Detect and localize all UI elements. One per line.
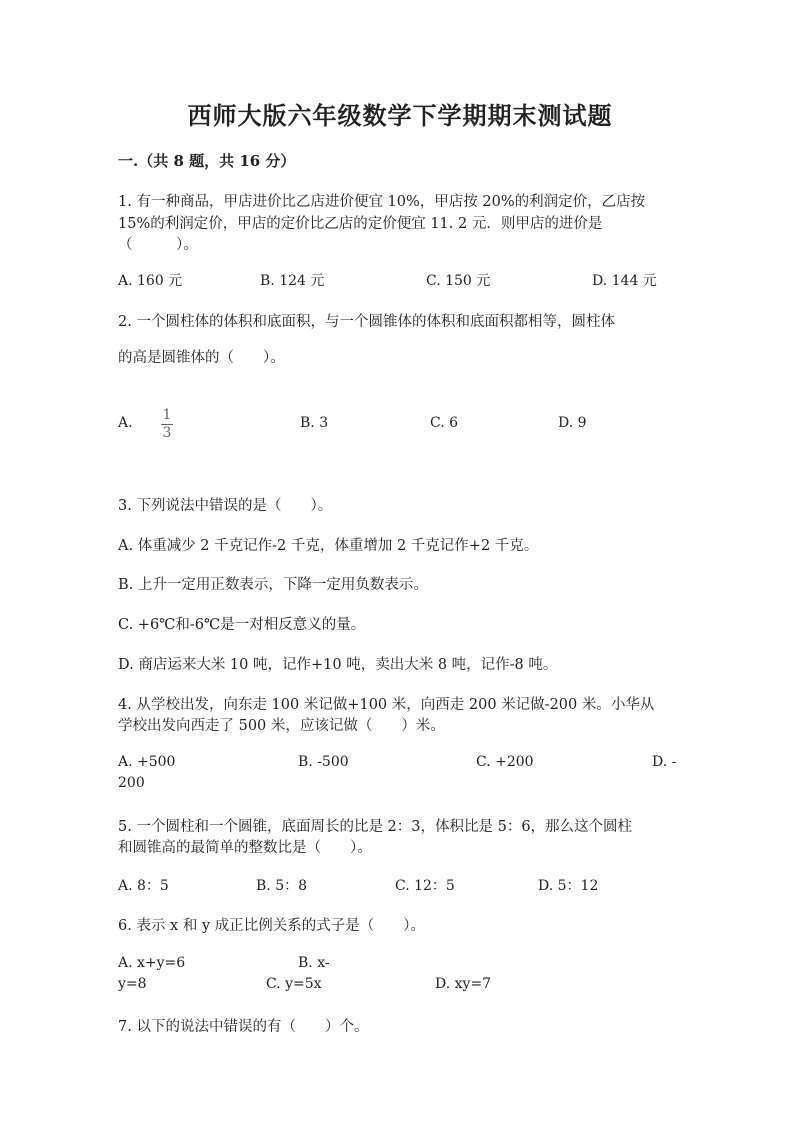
q1-option-c: C. 150 元 xyxy=(426,273,491,289)
q4-option-a: A. +500 xyxy=(118,754,176,770)
q2-option-b: B. 3 xyxy=(300,415,329,431)
q6-text-line-1: 6. 表示 x 和 y 成正比例关系的式子是（ ）。 xyxy=(118,918,425,934)
q6-option-b: B. x- xyxy=(298,955,330,971)
q2-option-c: C. 6 xyxy=(430,415,459,431)
page-title: 西师大版六年级数学下学期期末测试题 xyxy=(187,101,613,130)
q4-text-line-2: 学校出发向西走了 500 米，应该记做（ ）米。 xyxy=(118,718,445,734)
q6-option-d: D. xy=7 xyxy=(435,976,492,992)
q3-option-d: D. 商店运来大米 10 吨，记作+10 吨，卖出大米 8 吨，记作-8 吨。 xyxy=(118,657,558,673)
q4-text-line-1: 4. 从学校出发，向东走 100 米记做+100 米，向西走 200 米记做-200 米。小华从 xyxy=(118,697,655,713)
q6-option-c: C. y=5x xyxy=(266,976,322,992)
q5-option-c: C. 12：5 xyxy=(395,878,455,894)
q4-option-b: B. -500 xyxy=(298,754,349,770)
q1-option-d: D. 144 元 xyxy=(592,273,657,289)
q1-text-line-2: 15%的利润定价，甲店的定价比乙店的定价便宜 11. 2 元．则甲店的进价是 xyxy=(118,216,603,232)
q3-text-line-1: 3. 下列说法中错误的是（ ）。 xyxy=(118,498,333,514)
q2-text-line-2: 的高是圆锥体的（ ）。 xyxy=(118,350,285,366)
q1-option-a: A. 160 元 xyxy=(118,273,183,289)
q2-option-a-label: A. xyxy=(118,415,133,431)
q5-option-d: D. 5：12 xyxy=(538,878,599,894)
q5-option-b: B. 5：8 xyxy=(256,878,308,894)
fraction-denominator: 3 xyxy=(162,425,172,441)
q6-option-b-continued: y=8 xyxy=(118,976,147,992)
q5-text-line-2: 和圆锥高的最简单的整数比是（ ）。 xyxy=(118,840,372,856)
q2-option-a-fraction xyxy=(157,408,177,441)
q3-option-a: A. 体重减少 2 千克记作-2 千克，体重增加 2 千克记作+2 千克。 xyxy=(118,538,539,554)
q3-option-b: B. 上升一定用正数表示，下降一定用负数表示。 xyxy=(118,577,428,593)
q4-option-d-continued: 200 xyxy=(118,775,145,791)
q5-option-a: A. 8：5 xyxy=(118,878,169,894)
q7-text-line-1: 7. 以下的说法中错误的有（ ）个。 xyxy=(118,1019,369,1035)
q2-option-d: D. 9 xyxy=(558,415,587,431)
q2-text-line-1: 2. 一个圆柱体的体积和底面积，与一个圆锥体的体积和底面积都相等，圆柱体 xyxy=(118,314,615,330)
q4-option-d: D. - xyxy=(652,754,677,770)
fraction-numerator: 1 xyxy=(162,407,172,423)
q3-option-c: C. +6℃和-6℃是一对相反意义的量。 xyxy=(118,617,366,633)
q1-option-b: B. 124 元 xyxy=(260,273,325,289)
q1-text-line-1: 1. 有一种商品，甲店进价比乙店进价便宜 10%，甲店按 20%的利润定价，乙店按 xyxy=(118,194,646,210)
q6-option-a: A. x+y=6 xyxy=(118,955,186,971)
q5-text-line-1: 5. 一个圆柱和一个圆锥，底面周长的比是 2：3，体积比是 5：6，那么这个圆柱 xyxy=(118,819,633,835)
q1-text-line-3: （ ）。 xyxy=(118,237,198,253)
section-header: 一.（共 8 题，共 16 分） xyxy=(118,152,296,170)
q4-option-c: C. +200 xyxy=(476,754,534,770)
